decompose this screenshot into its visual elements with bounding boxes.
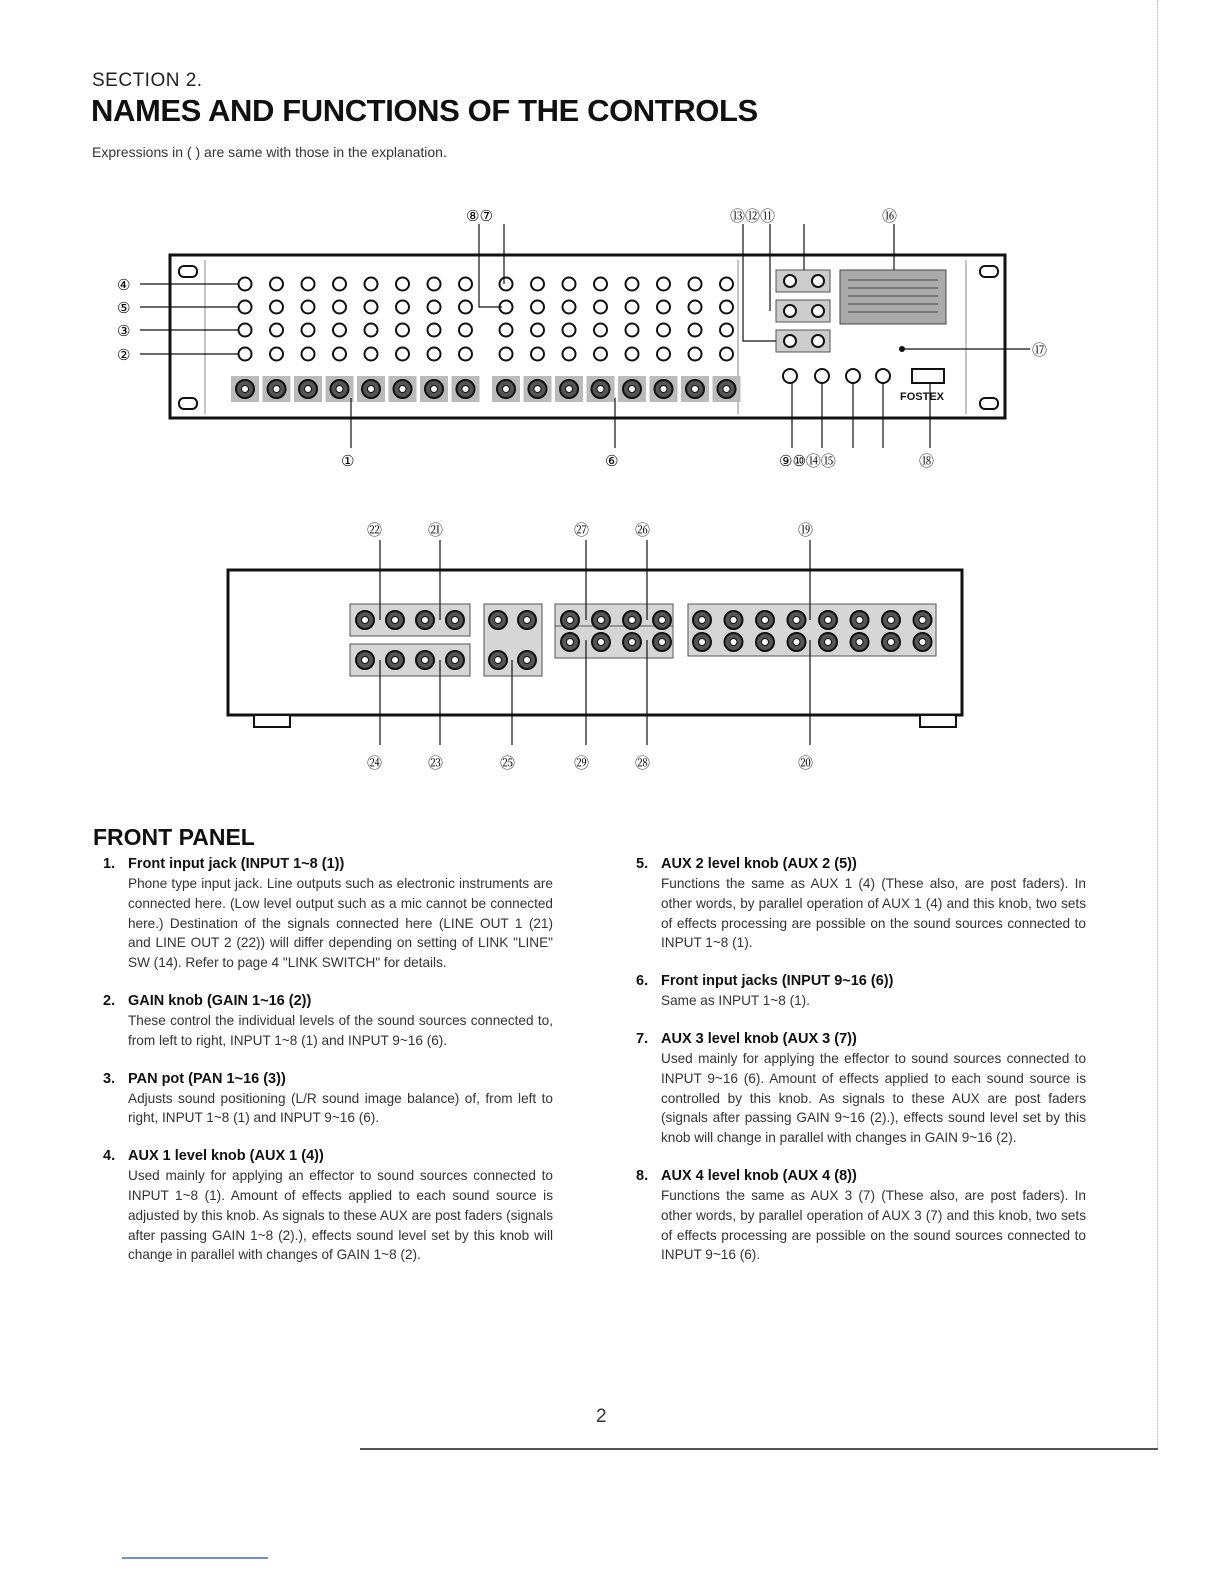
output-jack-hole-icon [659,617,666,624]
knob-icon [720,301,733,314]
item-title: AUX 4 level knob (AUX 4 (8)) [661,1167,857,1184]
knob-icon [459,324,472,337]
input-jack-hole-icon [273,386,280,393]
knob-icon [500,348,513,361]
callout-label: ② [117,346,131,364]
knob-icon [500,278,513,291]
callout-label: ⑯ [882,207,898,225]
callout-label: ⑰ [1032,341,1048,359]
output-jack-hole-icon [362,617,369,624]
output-jack-hole-icon [452,617,459,624]
callout-label: ⑱ [919,452,935,470]
input-jack-hole-icon [336,386,343,393]
callout-label: ⑬⑫⑪ [730,207,776,225]
knob-icon [459,278,472,291]
knob-icon [720,278,733,291]
output-jack-hole-icon [567,617,574,624]
output-jack-hole-icon [598,617,605,624]
input-jack-hole-icon [534,386,541,393]
front-panel-diagram [117,207,1047,470]
item-title: Front input jack (INPUT 1~8 (1)) [128,856,345,872]
item-number: 2. [103,992,116,1009]
knob-icon [563,278,576,291]
output-jack-hole-icon [629,617,636,624]
callout-label: ㉒ [367,521,383,539]
knob-icon [302,348,315,361]
callout-label: ⑲ [798,521,814,539]
list-item [636,1030,1086,1148]
knob-icon [689,348,702,361]
knob-icon [459,348,472,361]
callout-label: ㉕ [500,754,516,772]
knob-icon [333,324,346,337]
knob-icon [689,324,702,337]
knob-icon [563,324,576,337]
knob-icon [459,301,472,314]
input-jack-hole-icon [629,386,636,393]
item-title: AUX 3 level knob (AUX 3 (7)) [661,1030,857,1047]
section-label: SECTION 2. [92,70,203,91]
input-jack-hole-icon [723,386,730,393]
knob-icon [270,301,283,314]
input-jack-hole-icon [399,386,406,393]
list-item [103,1070,553,1129]
knob-icon [396,324,409,337]
callout-label: ① [341,452,355,470]
output-jack-hole-icon [598,639,605,646]
output-jack-hole-icon [392,617,399,624]
output-jack-hole-icon [825,617,832,624]
knob-icon [594,348,607,361]
output-jack-hole-icon [452,657,459,664]
knob-icon [657,348,670,361]
power-switch-icon [912,369,944,383]
knob-icon [626,348,639,361]
knob-icon [365,324,378,337]
knob-icon [720,348,733,361]
knob-icon [396,278,409,291]
knob-icon [302,278,315,291]
callout-label: ㉗ [574,521,590,539]
knob-icon [428,348,441,361]
knob-icon [531,348,544,361]
output-jack-hole-icon [919,617,926,624]
knob-icon [626,324,639,337]
front-panel-heading: FRONT PANEL [93,824,255,850]
knob-icon [531,278,544,291]
item-title: Front input jacks (INPUT 9~16 (6)) [661,973,894,990]
output-jack-hole-icon [629,639,636,646]
bottom-rule [360,1448,1158,1450]
callout-label: ⑥ [605,452,619,470]
output-jack-hole-icon [495,617,502,624]
page-title: NAMES AND FUNCTIONS OF THE CONTROLS [91,93,758,128]
knob-icon [270,348,283,361]
callout-label: ⑧⑦ [466,207,493,225]
items-column-left [103,855,553,1284]
knob-icon [239,324,252,337]
subtitle-note: Expressions in ( ) are same with those in the explanation. [92,144,447,160]
callout-label: ⑳ [798,754,814,772]
knob-icon [239,348,252,361]
output-jack-hole-icon [919,639,926,646]
output-jack-hole-icon [524,617,531,624]
item-number: 6. [636,973,649,990]
output-jack-hole-icon [762,639,769,646]
callout-label: ④ [117,276,131,294]
output-jack-hole-icon [699,639,706,646]
output-jack-hole-icon [856,639,863,646]
knob-icon [531,301,544,314]
output-jack-hole-icon [825,639,832,646]
knob-icon [563,301,576,314]
list-item [636,1167,1086,1265]
rear-panel-diagram [228,521,962,772]
callout-label: ㉑ [428,521,444,539]
item-body: Adjusts sound positioning (L/R sound image balance) of, from left to right, INPUT 1~8 (1) and INPUT 9~16 (6). [128,1090,553,1126]
knob-icon [594,278,607,291]
callout-label: ㉙ [574,754,590,772]
knob-icon [239,301,252,314]
callout-label: ㉔ [367,754,383,772]
list-item [103,855,553,973]
output-jack-hole-icon [730,639,737,646]
knob-icon [531,324,544,337]
output-jack-hole-icon [659,639,666,646]
knob-icon [657,301,670,314]
callout-label: ⑨⑩⑭⑮ [779,452,836,470]
item-title: AUX 1 level knob (AUX 1 (4)) [128,1148,324,1165]
input-jack-hole-icon [462,386,469,393]
callout-label: ㉘ [635,754,651,772]
knob-icon [563,348,576,361]
footer-link-line [122,1557,268,1559]
output-jack-hole-icon [524,657,531,664]
knob-icon [333,301,346,314]
output-jack-hole-icon [793,617,800,624]
knob-icon [689,278,702,291]
output-jack-hole-icon [699,617,706,624]
item-body: Phone type input jack. Line outputs such as electronic instruments are connected here. (Low level output such as a mic cannot be connected here.) Destination of the signals connected here (LINE OUT 1 (21) and LINE OUT 2 (22)) will differ depending on setting of LINK "LINE" SW (14). Refer to page 4 "LINK SWITCH" for details. [128,876,553,971]
knob-icon [396,301,409,314]
output-jack-hole-icon [392,657,399,664]
item-number: 5. [636,856,649,872]
item-number: 4. [103,1148,116,1165]
item-body: Used mainly for applying an effector to sound sources connected to INPUT 1~8 (1). Amount of effects applied to each sound source is adjusted by this knob. As signals to these AUX are post faders (signals after passing GAIN 1~8 (2).), effects sound level set by this knob will change in parallel with changes of GAIN 1~8 (2). [128,1168,553,1263]
item-body: Functions the same as AUX 3 (7) (These also, are post faders). In other words, by parallel operation of AUX 3 (7) and this knob, two sets of effects processing are possible on the sound sources connected to INPUT 9~16 (6). [661,1187,1086,1263]
input-jack-hole-icon [660,386,667,393]
list-item [103,1147,553,1265]
output-jack-hole-icon [422,657,429,664]
input-jack-hole-icon [597,386,604,393]
brand-label: FOSTEX [900,391,945,403]
knob-icon [500,324,513,337]
input-jack-hole-icon [305,386,312,393]
callout-label: ⑤ [117,299,131,317]
output-jack-hole-icon [793,639,800,646]
knob-icon [626,301,639,314]
item-number: 8. [636,1167,649,1184]
knob-icon [365,301,378,314]
output-jack-hole-icon [362,657,369,664]
level-meter-icon [840,270,946,324]
list-item [636,972,1086,1011]
knob-icon [333,348,346,361]
input-jack-hole-icon [368,386,375,393]
knob-icon [270,324,283,337]
knob-icon [302,301,315,314]
knob-icon [594,301,607,314]
page-number: 2 [596,1406,607,1427]
item-number: 1. [103,856,116,872]
knob-icon [428,278,441,291]
output-jack-hole-icon [567,639,574,646]
knob-icon [302,324,315,337]
knob-icon [333,278,346,291]
items-column-right [636,855,1086,1284]
output-jack-hole-icon [422,617,429,624]
list-item [103,992,553,1051]
item-body: These control the individual levels of the sound sources connected to, from left to right, INPUT 1~8 (1) and INPUT 9~16 (6). [128,1012,553,1048]
list-item [636,855,1086,953]
input-jack-hole-icon [242,386,249,393]
item-body: Same as INPUT 1~8 (1). [661,993,810,1009]
knob-icon [396,348,409,361]
callout-label: ③ [117,322,131,340]
knob-icon [689,301,702,314]
item-title: GAIN knob (GAIN 1~16 (2)) [128,992,312,1009]
item-body: Functions the same as AUX 1 (4) (These also, are post faders). In other words, by parallel operation of AUX 1 (4) and this knob, two sets of effects processing are possible on the sound sources connected to INPUT 1~8 (1). [661,876,1086,951]
item-title: PAN pot (PAN 1~16 (3)) [128,1070,286,1087]
output-jack-hole-icon [888,617,895,624]
knob-icon [657,324,670,337]
item-number: 3. [103,1070,116,1087]
item-number: 7. [636,1030,649,1047]
knob-icon [428,301,441,314]
output-jack-hole-icon [495,657,502,664]
output-jack-hole-icon [888,639,895,646]
output-jack-hole-icon [762,617,769,624]
input-jack-hole-icon [503,386,510,393]
output-jack-hole-icon [730,617,737,624]
knob-icon [428,324,441,337]
item-body: Used mainly for applying the effector to sound sources connected to INPUT 9~16 (6). Amount of effects applied to each sound source is controlled by this knob. As signals to these AUX are post faders (signals after passing GAIN 9~16 (2).), effects sound level set by this knob will change in parallel with changes in GAIN 9~16 (2). [661,1050,1086,1146]
knob-icon [657,278,670,291]
knob-icon [365,278,378,291]
callout-label: ㉖ [635,521,651,539]
input-jack-hole-icon [431,386,438,393]
input-jack-hole-icon [566,386,573,393]
knob-icon [720,324,733,337]
input-jack-hole-icon [692,386,699,393]
knob-icon [270,278,283,291]
knob-icon [594,324,607,337]
knob-icon [365,348,378,361]
knob-icon [626,278,639,291]
knob-icon [239,278,252,291]
callout-label: ㉓ [428,754,444,772]
output-jack-hole-icon [856,617,863,624]
item-title: AUX 2 level knob (AUX 2 (5)) [661,856,857,872]
